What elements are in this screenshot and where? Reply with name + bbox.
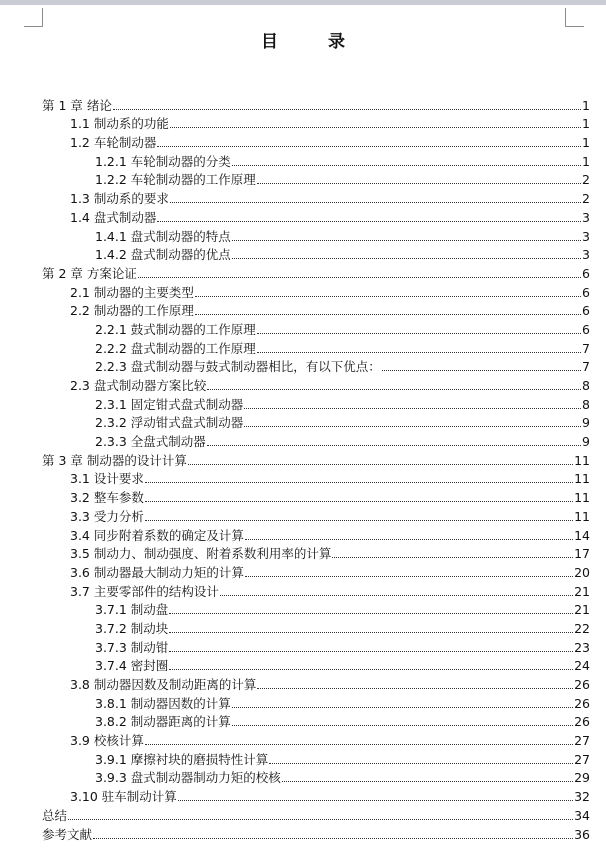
- toc-entry-label: 3.9.3 盘式制动器制动力矩的校核: [95, 770, 281, 786]
- toc-entry-page: 1: [582, 116, 590, 132]
- toc-entry[interactable]: [42, 430, 590, 449]
- toc-entry-label: 参考文献: [42, 826, 93, 842]
- toc-entry-label: 3.7.2 制动块: [95, 620, 169, 636]
- toc-entry-label: 3.3 受力分析: [70, 508, 144, 524]
- toc-dot-leader: [157, 221, 581, 222]
- toc-entry-label: 2.2.1 鼓式制动器的工作原理: [95, 321, 256, 337]
- toc-entry[interactable]: [42, 374, 590, 393]
- toc-dot-leader: [244, 408, 581, 409]
- toc-entry-label: 3.7.1 制动盘: [95, 602, 169, 618]
- toc-entry-label: 2.2 制动器的工作原理: [70, 303, 194, 319]
- toc-entry-label: 1.2.2 车轮制动器的工作原理: [95, 172, 256, 188]
- toc-dot-leader: [257, 333, 581, 334]
- toc-entry[interactable]: [42, 655, 590, 674]
- toc-entry-label: 3.7.3 制动钳: [95, 639, 169, 655]
- toc-dot-leader: [232, 707, 573, 708]
- toc-entry-label: 3.7 主要零部件的结构设计: [70, 583, 219, 599]
- toc-dot-leader: [207, 389, 581, 390]
- toc-entry-label: 1.4.2 盘式制动器的优点: [95, 247, 231, 263]
- toc-dot-leader: [232, 240, 581, 241]
- toc-entry-page: 3: [582, 209, 590, 225]
- toc-entry-page: 11: [574, 490, 590, 506]
- toc-entry-page: 11: [574, 471, 590, 487]
- toc-entry[interactable]: [42, 131, 590, 150]
- toc-dot-leader: [245, 576, 573, 577]
- toc-dot-leader: [257, 352, 581, 353]
- toc-dot-leader: [382, 370, 581, 371]
- toc-entry[interactable]: [42, 636, 590, 655]
- toc-dot-leader: [170, 202, 581, 203]
- toc-entry[interactable]: [42, 449, 590, 468]
- toc-dot-leader: [244, 426, 581, 427]
- toc-entry-page: 2: [582, 191, 590, 207]
- toc-entry-label: 3.5 制动力、制动强度、附着系数利用率的计算: [70, 546, 332, 562]
- toc-dot-leader: [145, 520, 573, 521]
- toc-entry-page: 29: [574, 770, 590, 786]
- toc-entry-label: 3.4 同步附着系数的确定及计算: [70, 527, 244, 543]
- toc-entry[interactable]: [42, 580, 590, 599]
- toc-dot-leader: [195, 314, 581, 315]
- crop-mark-top-left: [24, 8, 43, 27]
- toc-entry-page: 9: [582, 415, 590, 431]
- toc-entry-label: 1.2 车轮制动器: [70, 135, 157, 151]
- toc-entry-page: 8: [582, 396, 590, 412]
- toc-entry[interactable]: [42, 356, 590, 375]
- toc-entry-page: 7: [582, 359, 590, 375]
- toc-dot-leader: [220, 595, 573, 596]
- toc-entry-page: 3: [582, 247, 590, 263]
- toc-entry-label: 第 1 章 绪论: [42, 97, 112, 113]
- toc-entry[interactable]: [42, 711, 590, 730]
- toc-entry-label: 第 2 章 方案论证: [42, 265, 137, 281]
- toc-dot-leader: [257, 183, 581, 184]
- toc-entry[interactable]: [42, 206, 590, 225]
- toc-entry-label: 3.1 设计要求: [70, 471, 144, 487]
- toc-entry-page: 26: [574, 695, 590, 711]
- toc-entry[interactable]: [42, 281, 590, 300]
- toc-entry[interactable]: [42, 543, 590, 562]
- toc-dot-leader: [93, 838, 573, 839]
- toc-entry-label: 2.2.3 盘式制动器与鼓式制动器相比，有以下优点：: [95, 359, 381, 375]
- toc-entry[interactable]: [42, 561, 590, 580]
- toc-entry[interactable]: [42, 393, 590, 412]
- toc-entry[interactable]: [42, 823, 590, 842]
- toc-entry-label: 1.4 盘式制动器: [70, 209, 157, 225]
- toc-entry[interactable]: [42, 244, 590, 263]
- toc-entry-label: 3.7.4 密封圈: [95, 658, 169, 674]
- toc-dot-leader: [145, 482, 573, 483]
- toc-entry-label: 1.4.1 盘式制动器的特点: [95, 228, 231, 244]
- toc-dot-leader: [282, 781, 573, 782]
- toc-entry-page: 7: [582, 340, 590, 356]
- toc-entry[interactable]: [42, 150, 590, 169]
- toc-dot-leader: [170, 127, 581, 128]
- toc-entry-label: 1.1 制动系的功能: [70, 116, 169, 132]
- toc-entry[interactable]: [42, 225, 590, 244]
- toc-entry[interactable]: [42, 318, 590, 337]
- toc-entry-label: 第 3 章 制动器的设计计算: [42, 452, 187, 468]
- toc-entry-label: 3.10 驻车制动计算: [70, 789, 177, 805]
- toc-entry[interactable]: [42, 113, 590, 132]
- toc-entry-page: 17: [574, 546, 590, 562]
- toc-entry-label: 1.3 制动系的要求: [70, 191, 169, 207]
- toc-entry[interactable]: [42, 673, 590, 692]
- toc-entry-page: 3: [582, 228, 590, 244]
- toc-dot-leader: [157, 146, 581, 147]
- toc-entry-page: 11: [574, 452, 590, 468]
- toc-entry[interactable]: [42, 804, 590, 823]
- toc-entry-page: 1: [582, 135, 590, 151]
- toc-entry-label: 2.1 制动器的主要类型: [70, 284, 194, 300]
- toc-entry[interactable]: [42, 169, 590, 188]
- toc-entry-label: 3.8.1 制动器因数的计算: [95, 695, 231, 711]
- toc-entry-label: 总结: [42, 807, 68, 823]
- toc-entry-label: 3.9 校核计算: [70, 733, 144, 749]
- window-top-bar: [0, 0, 606, 5]
- toc-entry[interactable]: [42, 187, 590, 206]
- toc-entry[interactable]: [42, 767, 590, 786]
- toc-entry[interactable]: [42, 412, 590, 431]
- toc-entry-page: 9: [582, 434, 590, 450]
- toc-dot-leader: [113, 109, 581, 110]
- toc-dot-leader: [195, 296, 581, 297]
- toc-entry-page: 27: [574, 733, 590, 749]
- toc-dot-leader: [232, 725, 573, 726]
- toc-entry-page: 26: [574, 714, 590, 730]
- toc-dot-leader: [169, 669, 573, 670]
- toc-dot-leader: [232, 165, 581, 166]
- crop-mark-top-right: [565, 8, 584, 27]
- table-of-contents: [42, 94, 590, 842]
- toc-entry-label: 1.2.1 车轮制动器的分类: [95, 153, 231, 169]
- toc-dot-leader: [169, 651, 573, 652]
- toc-entry-page: 24: [574, 658, 590, 674]
- toc-entry-page: 6: [582, 284, 590, 300]
- toc-entry[interactable]: [42, 599, 590, 618]
- toc-entry-page: 22: [574, 620, 590, 636]
- toc-entry[interactable]: [42, 785, 590, 804]
- toc-dot-leader: [245, 539, 573, 540]
- toc-entry-label: 2.3 盘式制动器方案比较: [70, 378, 207, 393]
- toc-entry[interactable]: [42, 94, 590, 113]
- toc-entry-page: 23: [574, 639, 590, 655]
- toc-entry-page: 32: [574, 789, 590, 805]
- toc-dot-leader: [188, 464, 573, 465]
- toc-entry-page: 1: [582, 97, 590, 113]
- toc-dot-leader: [178, 800, 573, 801]
- toc-entry-page: 36: [574, 826, 590, 842]
- toc-entry-page: 14: [574, 527, 590, 543]
- toc-entry-label: 2.3.1 固定钳式盘式制动器: [95, 396, 244, 412]
- toc-dot-leader: [138, 277, 581, 278]
- toc-dot-leader: [332, 557, 573, 558]
- toc-entry-label: 2.3.3 全盘式制动器: [95, 434, 206, 450]
- toc-entry[interactable]: [42, 729, 590, 748]
- toc-entry-page: 34: [574, 807, 590, 823]
- toc-entry-page: 21: [574, 602, 590, 618]
- toc-dot-leader: [269, 763, 573, 764]
- toc-dot-leader: [207, 445, 581, 446]
- toc-entry-page: 21: [574, 583, 590, 599]
- toc-entry[interactable]: [42, 486, 590, 505]
- toc-entry[interactable]: [42, 692, 590, 711]
- toc-entry-page: 26: [574, 677, 590, 692]
- toc-entry-page: 2: [582, 172, 590, 188]
- toc-dot-leader: [232, 258, 581, 259]
- toc-dot-leader: [257, 688, 573, 689]
- toc-entry-page: 27: [574, 751, 590, 767]
- toc-dot-leader: [169, 613, 573, 614]
- toc-entry[interactable]: [42, 524, 590, 543]
- toc-entry-page: 6: [582, 321, 590, 337]
- toc-dot-leader: [169, 632, 573, 633]
- toc-entry[interactable]: [42, 468, 590, 487]
- toc-entry-page: 6: [582, 303, 590, 319]
- toc-entry-label: 3.8 制动器因数及制动距离的计算: [70, 677, 257, 692]
- toc-entry-label: 3.6 制动器最大制动力矩的计算: [70, 564, 244, 580]
- toc-entry-label: 2.2.2 盘式制动器的工作原理: [95, 340, 256, 356]
- toc-entry-label: 3.9.1 摩擦衬块的磨损特性计算: [95, 751, 269, 767]
- toc-entry[interactable]: [42, 300, 590, 319]
- toc-entry[interactable]: [42, 617, 590, 636]
- toc-entry-page: 6: [582, 265, 590, 281]
- toc-dot-leader: [68, 819, 573, 820]
- toc-entry-page: 1: [582, 153, 590, 169]
- toc-entry[interactable]: [42, 748, 590, 767]
- toc-entry[interactable]: [42, 337, 590, 356]
- toc-entry-label: 3.8.2 制动器距离的计算: [95, 714, 231, 730]
- toc-entry[interactable]: [42, 505, 590, 524]
- toc-entry-label: 3.2 整车参数: [70, 490, 144, 506]
- toc-dot-leader: [145, 744, 573, 745]
- toc-entry-page: 11: [574, 508, 590, 524]
- toc-dot-leader: [145, 501, 573, 502]
- toc-entry[interactable]: [42, 262, 590, 281]
- toc-entry-page: 20: [574, 564, 590, 580]
- toc-entry-page: 8: [582, 378, 590, 393]
- page-title: 目 录: [261, 32, 367, 52]
- toc-entry-label: 2.3.2 浮动钳式盘式制动器: [95, 415, 244, 431]
